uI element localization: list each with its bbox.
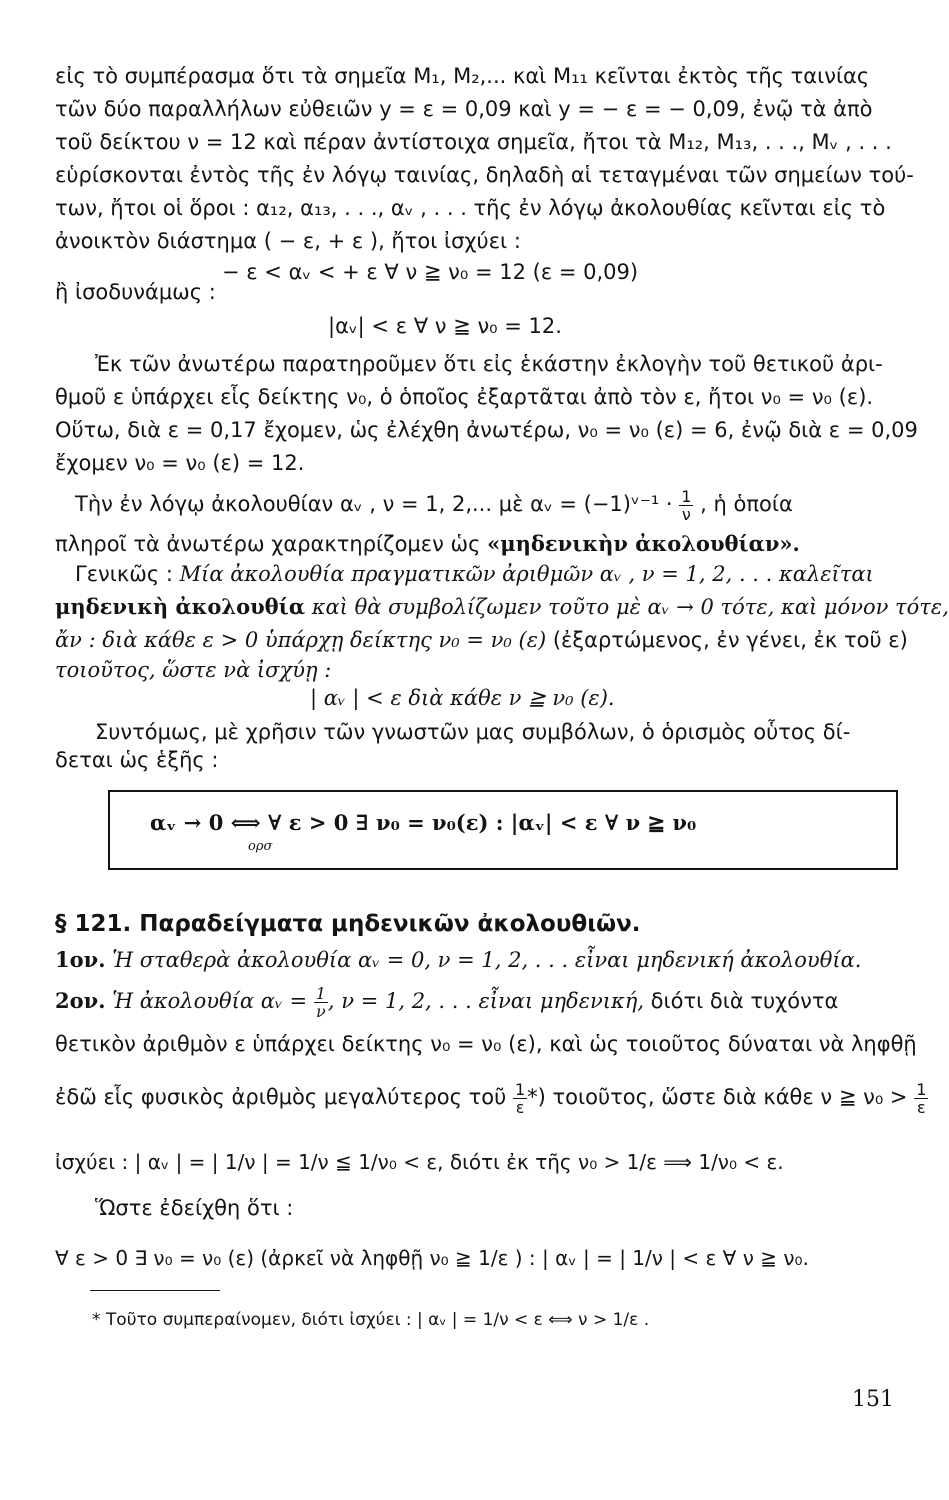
equation: | αᵥ | < ε διὰ κάθε ν ≧ ν₀ (ε). — [310, 686, 615, 710]
text-line — [75, 482, 907, 526]
box-formula: αᵥ → 0 ⟺ ∀ ε > 0 ∃ ν₀ = ν₀(ε) : |αᵥ| < ε ∀ ν ≧ ν₀ — [150, 810, 697, 835]
text-line — [55, 946, 905, 974]
text-line — [55, 626, 908, 654]
text-line: Συντόμως, μὲ χρῆσιν τῶν γνωστῶν μας συμβόλων, ὁ ὁρισμὸς οὗτος δί- — [95, 720, 851, 744]
text-line: Ὥστε ἐδείχθη ὅτι : — [95, 1196, 294, 1220]
example-label: 2ον. — [55, 988, 106, 1013]
text-span: , ἡ ὁποία — [700, 492, 793, 516]
text-line: δεται ὡς ἑξῆς : — [55, 748, 219, 772]
equation: |αᵥ| < ε ∀ ν ≧ ν₀ = 12. — [328, 314, 562, 338]
text-line: εἰς τὸ συμπέρασμα ὅτι τὰ σημεῖα M₁, M₂,... καὶ M₁₁ κεῖνται ἐκτὸς τῆς ταινίας — [55, 64, 870, 88]
fraction — [914, 1081, 928, 1116]
section-title: § 121. Παραδείγματα μηδενικῶν ἀκολουθιῶν. — [55, 911, 641, 937]
text-line: θετικὸν ἀριθμὸν ε ὑπάρχει δείκτης ν₀ = ν₀ (ε), καὶ ὡς τοιοῦτος δύναται νὰ ληφθῇ — [55, 1032, 917, 1056]
text-line — [75, 560, 907, 588]
footnote-rule — [90, 1290, 220, 1291]
text-line — [55, 530, 905, 558]
text-line: των, ἤτοι οἱ ὅροι : α₁₂, α₁₃, . . ., αᵥ , . . . τῆς ἐν λόγῳ ἀκολουθίας κεῖνται εἰς τὸ — [55, 196, 886, 220]
text-line: τῶν δύο παραλλήλων εὐθειῶν y = ε = 0,09 καὶ y = − ε = − 0,09, ἐνῷ τὰ ἀπὸ — [55, 97, 873, 121]
fraction-num: 1 — [681, 486, 692, 506]
equation: − ε < αᵥ < + ε ∀ ν ≧ ν₀ = 12 (ε = 0,09) — [222, 260, 639, 284]
italic-span: καὶ θὰ συμβολίζωμεν τοῦτο μὲ αᵥ → 0 τότε, καὶ μόνον τότε, — [311, 595, 949, 619]
text-line: τοῦ δείκτου ν = 12 καὶ πέραν ἀντίστοιχα σημεῖα, ἤτοι τὰ M₁₂, M₁₃, . . ., Mᵥ , . . . — [55, 130, 892, 154]
fraction-num: 1 — [916, 1079, 927, 1099]
fraction-den: ε — [916, 1097, 926, 1117]
text-line — [55, 656, 905, 684]
bold-term: μηδενικὴ ἀκολουθία — [55, 594, 306, 619]
text-line: ∀ ε > 0 ∃ ν₀ = ν₀ (ε) (ἀρκεῖ νὰ ληφθῇ ν₀ ≧ 1/ε ) : | αᵥ | = | 1/ν | < ε ∀ ν ≧ ν₀. — [55, 1246, 809, 1270]
fraction — [314, 985, 328, 1020]
fraction — [513, 1081, 527, 1116]
text-span: (ἐξαρτώμενος, ἐν γένει, ἐκ τοῦ ε) — [546, 628, 908, 652]
fraction-den: ν — [681, 504, 691, 524]
italic-span: τοιοῦτος, ὥστε νὰ ἰσχύῃ : — [55, 658, 332, 682]
text-span: *) τοιοῦτος, ὥστε διὰ κάθε ν ≧ ν₀ > — [527, 1085, 908, 1109]
fraction — [679, 488, 693, 523]
text-line: ἀνοικτὸν διάστημα ( − ε, + ε ), ἤτοι ἰσχύει : — [55, 229, 521, 253]
fraction-num: 1 — [315, 983, 326, 1003]
page-number: 151 — [852, 1387, 894, 1412]
italic-span: Ἡ ἀκολουθία αᵥ = — [112, 989, 308, 1013]
text-line: θμοῦ ε ὑπάρχει εἷς δείκτης ν₀, ὁ ὁποῖος ἐξαρτᾶται ἀπὸ τὸν ε, ἤτοι ν₀ = ν₀ (ε). — [55, 385, 874, 409]
text-line: εὑρίσκονται ἐντὸς τῆς ἐν λόγῳ ταινίας, δηλαδὴ αἱ τεταγμέναι τῶν σημείων τού- — [55, 163, 914, 187]
fraction-den: ε — [515, 1097, 525, 1117]
italic-span: Μία ἀκολουθία πραγματικῶν ἀριθμῶν αᵥ , ν = 1, 2, . . . καλεῖται — [179, 562, 874, 586]
text-line: ἔχομεν ν₀ = ν₀ (ε) = 12. — [55, 451, 305, 475]
text-span: πληροῖ τὰ ἀνωτέρω χαρακτηρίζομεν ὡς — [55, 532, 488, 556]
text-span: Τὴν ἐν λόγῳ ἀκολουθίαν αᵥ , ν = 1, 2,... μὲ αᵥ = (−1)ᵛ⁻¹ · — [75, 492, 673, 516]
italic-span: , ν = 1, 2, . . . εἶναι μηδενική, — [327, 989, 644, 1013]
italic-span: ἄν : διὰ κάθε ε > 0 ὑπάρχῃ δείκτης ν₀ = ν₀ (ε) — [55, 628, 547, 652]
text-line — [55, 593, 949, 621]
text-span: διότι διὰ τυχόντα — [644, 989, 839, 1013]
text-span: Γενικῶς : — [75, 562, 173, 586]
bold-term: «μηδενικὴν ἀκολουθίαν». — [487, 531, 800, 556]
text-line: Οὕτω, διὰ ε = 0,17 ἔχομεν, ὡς ἐλέχθη ἀνωτέρω, ν₀ = ν₀ (ε) = 6, ἐνῷ διὰ ε = 0,09 — [55, 418, 918, 442]
text-line: Ἐκ τῶν ἀνωτέρω παρατηροῦμεν ὅτι εἰς ἑκάστην ἐκλογὴν τοῦ θετικοῦ ἀρι- — [95, 352, 883, 376]
footnote: * Τοῦτο συμπεραίνομεν, διότι ἰσχύει : | αᵥ | = 1/ν < ε ⟺ ν > 1/ε . — [92, 1310, 650, 1330]
text-line — [55, 978, 905, 1024]
text-line: ἰσχύει : | αᵥ | = | 1/ν | = 1/ν ≦ 1/ν₀ < ε, διότι ἐκ τῆς ν₀ > 1/ε ⟹ 1/ν₀ < ε. — [55, 1150, 784, 1174]
text-line — [55, 1074, 927, 1120]
fraction-num: 1 — [514, 1079, 526, 1099]
box-subscript: ορσ — [248, 839, 273, 854]
italic-span: Ἡ σταθερὰ ἀκολουθία αᵥ = 0, ν = 1, 2, . . . εἶναι μηδενική ἀκολουθία. — [112, 948, 862, 972]
definition-box — [108, 790, 898, 870]
text-span: ἐδῶ εἷς φυσικὸς ἀριθμὸς μεγαλύτερος τοῦ — [55, 1085, 507, 1109]
equiv-label: ἢ ἰσοδυνάμως : — [55, 280, 216, 304]
fraction-den: ν — [315, 1001, 326, 1021]
example-label: 1ον. — [55, 947, 106, 972]
